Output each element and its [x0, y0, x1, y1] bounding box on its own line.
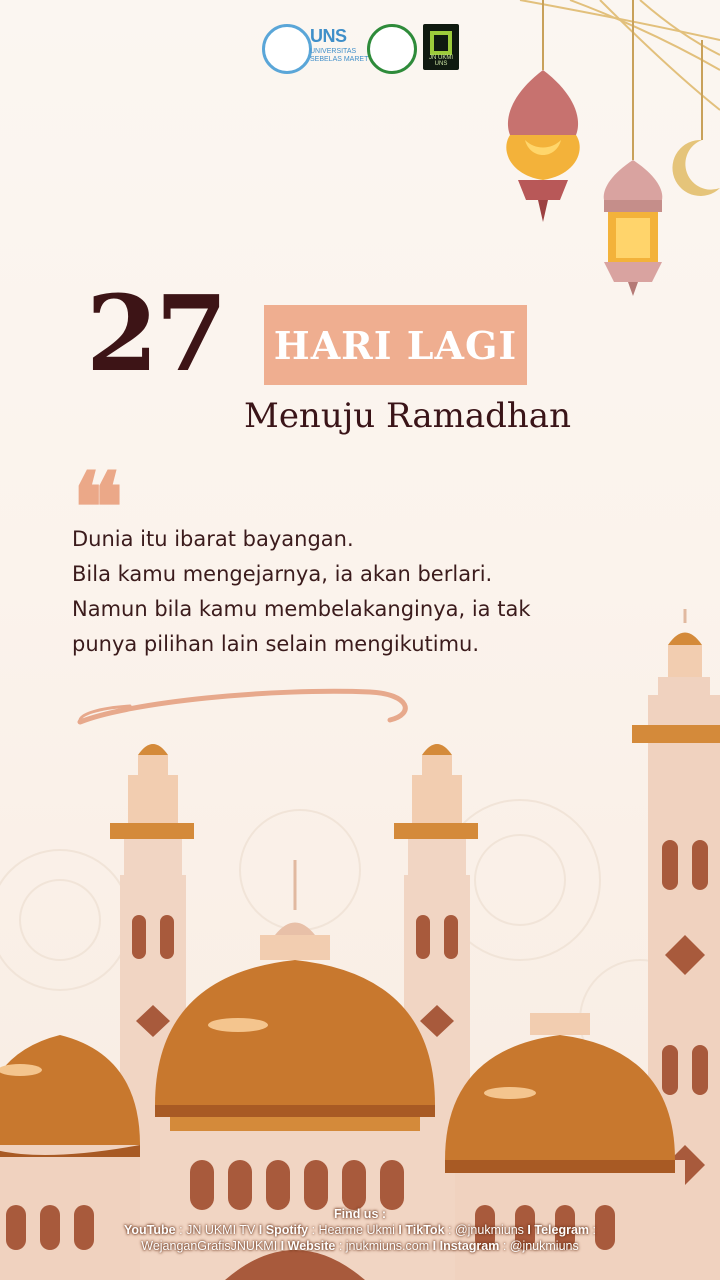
footer-line-1: YouTube : JN UKMI TV I Spotify : Hearme Ukmi I TikTok : @jnukmiuns I Telegram :	[124, 1223, 596, 1237]
days-count: 27	[86, 272, 225, 395]
footer-separator: I	[432, 1239, 437, 1253]
footer-spotify-label: Spotify	[265, 1223, 309, 1237]
jn-ukmi-logo	[423, 24, 459, 70]
partner-logos	[262, 22, 462, 74]
quote-line: Namun bila kamu membelakanginya, ia tak	[72, 597, 531, 621]
footer-spotify-link[interactable]: Hearme Ukmi	[318, 1223, 395, 1237]
footer-separator: I	[527, 1223, 531, 1237]
uns-logo-title: UNS	[310, 26, 347, 46]
days-left-label: HARI LAGI	[273, 322, 518, 368]
footer-tiktok-link[interactable]: @jnukmiuns	[454, 1223, 524, 1237]
footer-telegram-label: Telegram	[534, 1223, 590, 1237]
days-left-badge	[264, 305, 527, 385]
jn-ukmi-logo-label: JN UKMI UNS	[429, 55, 453, 67]
footer-separator: I	[280, 1239, 285, 1253]
quote-line: Bila kamu mengejarnya, ia akan berlari.	[72, 562, 493, 586]
footer-find-us: Find us :	[333, 1207, 387, 1221]
jn-ukmi-mark-icon	[430, 31, 452, 55]
footer-tiktok-label: TikTok	[405, 1223, 445, 1237]
footer-telegram-link[interactable]: WejanganGrafisJNUKMI	[141, 1239, 278, 1253]
footer-website-link[interactable]: jnukmiuns.com	[345, 1239, 430, 1253]
uns-logo-subtitle: UNIVERSITAS SEBELAS MARET	[310, 48, 369, 63]
footer-youtube-label: YouTube	[124, 1223, 176, 1237]
footer-instagram-link[interactable]: @jnukmiuns	[509, 1239, 579, 1253]
mosque-illustration	[0, 605, 720, 1280]
footer-youtube-link[interactable]: JN UKMI TV	[186, 1223, 256, 1237]
hanging-lanterns	[480, 0, 720, 300]
footer-separator: I	[258, 1223, 263, 1237]
headline-subtitle: Menuju Ramadhan	[244, 396, 571, 436]
footer-separator: I	[398, 1223, 402, 1237]
lantern-large-icon	[506, 70, 579, 222]
quote-line: Dunia itu ibarat bayangan.	[72, 527, 354, 551]
footer-line-2: WejanganGrafisJNUKMI I Website : jnukmiuns.com I Instagram : @jnukmiuns	[141, 1239, 579, 1253]
footer-instagram-label: Instagram	[439, 1239, 500, 1253]
quote-line: punya pilihan lain selain mengikutimu.	[72, 632, 480, 656]
quote-mark-icon: ❝	[72, 451, 124, 564]
uns-emblem-icon	[262, 24, 312, 74]
crescent-moon-icon	[672, 140, 720, 196]
footer-social-links	[0, 1206, 720, 1254]
lantern-small-icon	[604, 160, 663, 296]
green-emblem-icon	[367, 24, 417, 74]
footer-website-label: Website	[287, 1239, 336, 1253]
